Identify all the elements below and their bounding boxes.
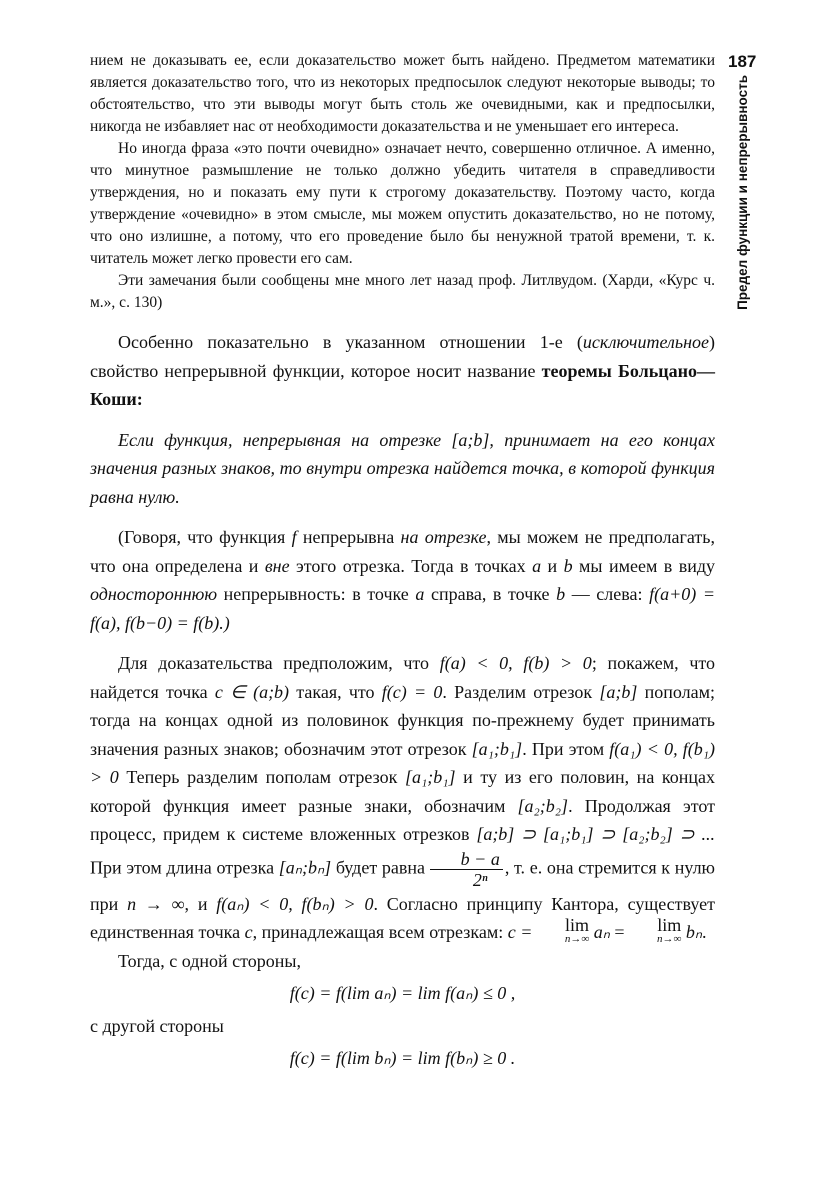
math-c: c — [244, 922, 253, 942]
proof-text: ; покажем, что найдется точка — [90, 653, 715, 702]
limit-an — [537, 915, 590, 946]
math-nested-segments: [a;b] ⊃ [a₁;b₁] ⊃ [a₂;b₂] ⊃ ... — [476, 824, 715, 844]
proof-text: При этом длина отрезка — [90, 857, 279, 878]
page-content — [90, 50, 715, 1077]
theorem-statement: Если функция, непрерывная на отрезке [a;b], принимает на его концах значения разных знаков, то внутри отрезка найдется точка, в которой функция равна нулю. — [90, 429, 715, 507]
lim-subscript: n→∞ — [657, 933, 682, 945]
remark-text: (Говоря, что функция — [118, 527, 292, 547]
equation-1: f(c) = f(lim aₙ) = lim f(aₙ) ≤ 0 , — [289, 983, 516, 1003]
epigraph-quote — [90, 50, 715, 314]
proof-text: . Согласно принципу Кантора, существует единственная точка — [90, 893, 715, 942]
proof-text: такая, что — [289, 681, 382, 702]
remark-text: справа, в точке — [424, 584, 557, 604]
math-f: f — [291, 527, 297, 547]
epigraph-paragraph-1: нием не доказывать ее, если доказательство может быть найдено. Предметом математики является доказательство того, что из некоторых предпосылок следуют некоторые выводы; то обстоятельство, что эти выводы могут быть столь же очевидными, как и предпосылки, никогда не избавляет нас от необходимости доказательства и не уменьшает его интереса. — [90, 52, 715, 135]
proof-text: . — [702, 922, 707, 942]
intro-text-b: ) свойство непрерывной функции, которое носит название — [90, 332, 715, 381]
equation-2: f(c) = f(lim bₙ) = lim f(bₙ) ≥ 0 . — [289, 1048, 516, 1068]
running-head: Предел функции и непрерывность — [735, 75, 750, 310]
remark-emphasis: вне — [264, 555, 290, 576]
proof-text: и ту из его половин, на концах которой функция имеет разные знаки, обозначим — [90, 767, 715, 816]
math-inline: [a;b] — [599, 681, 638, 702]
math-inline: [a₁;b₁] — [405, 767, 456, 787]
math-inline: [a₁;b₁] — [471, 738, 523, 759]
math-inline: f(c) = 0 — [381, 681, 443, 702]
proof-text: , т. е. она стремится к нулю при — [90, 857, 716, 914]
math-a: a — [532, 555, 542, 576]
math-inline: [aₙ;bₙ] — [278, 857, 332, 878]
math-equals: = — [609, 922, 630, 942]
main-text — [90, 328, 715, 1073]
intro-emphasis: исключительное — [582, 332, 709, 352]
proof-text: , принадлежащая всем отрезкам: — [252, 922, 508, 942]
epigraph-paragraph-2: Но иногда фраза «это почти очевидно» означает нечто, совершенно отличное. А именно, что минутное размышление не только должно убедить читателя в справедливости утверждения, но и показать ему пути к строгому доказательству. Поэтому часто, когда утверждение «очевидно» в этом смысле, мы можем опустить доказательство, но не потому, что оно излишне, а потому, что его проведение было бы ненужной тратой времени, т. к. читатель может легко провести его сам. — [90, 140, 715, 267]
remark-text: непрерывность: в точке — [217, 584, 416, 604]
intro-text-a: Особенно показательно в указанном отношении 1-е ( — [118, 332, 583, 352]
proof-text: . При этом — [522, 738, 610, 759]
remark-emphasis: на отрезке — [400, 527, 487, 547]
fraction-length — [430, 849, 503, 890]
proof-text: , и — [184, 893, 217, 914]
proof-text: Теперь разделим пополам отрезок — [118, 767, 405, 787]
math-a: a — [415, 584, 425, 604]
proof-paragraph — [90, 649, 715, 947]
remark-text: — слева: — [565, 584, 650, 604]
math-an: aₙ — [593, 922, 610, 942]
math-inline: f(a₁) < 0, f(b₁) > 0 — [90, 738, 715, 787]
remark-text: мы имеем в виду — [572, 555, 716, 576]
proof-text: будет равна — [331, 857, 425, 878]
remark-text: этого отрезка. Тогда в точках — [289, 555, 533, 576]
lim-operator: lim — [657, 915, 682, 935]
proof-text: . Разделим отрезок — [442, 681, 600, 702]
math-inline: [a₂;b₂] — [517, 795, 569, 816]
lim-subscript: n→∞ — [564, 933, 590, 945]
math-inline: c ∈ (a;b) — [214, 681, 290, 702]
math-inline: c = — [507, 922, 537, 942]
then-line: Тогда, с одной стороны, — [118, 950, 302, 971]
remark-paragraph — [90, 523, 715, 637]
math-inline: f(a) < 0, f(b) > 0 — [439, 653, 592, 673]
proof-text: пополам; тогда на концах одной из половинок функция по-прежнему будет принимать значения разных знаков; обозначим этот отрезок — [90, 681, 716, 759]
math-bn: bₙ — [685, 922, 703, 942]
other-side-line: с другой стороны — [90, 1015, 224, 1036]
fraction-numerator: b − a — [430, 849, 503, 870]
remark-emphasis: одностороннюю — [90, 584, 218, 604]
page-number: 187 — [728, 52, 757, 71]
intro-paragraph — [90, 328, 715, 414]
math-one-sided-limits: f(a+0) = f(a), f(b−0) = f(b).) — [90, 584, 715, 633]
math-b: b — [563, 555, 573, 576]
remark-text: и — [541, 555, 564, 576]
proof-text: Для доказательства предположим, что — [118, 653, 440, 673]
proof-text: . Продолжая этот процесс, придем к системе вложенных отрезков — [90, 795, 715, 844]
fraction-denominator: 2ⁿ — [472, 869, 488, 890]
remark-text: , мы можем не предполагать, что она определена и — [90, 527, 715, 576]
theorem-name: теоремы Больцано—Коши: — [90, 360, 716, 409]
math-b: b — [556, 584, 566, 604]
epigraph-paragraph-3: Эти замечания были сообщены мне много лет назад проф. Литлвудом. (Харди, «Курс ч. м.», с. 130) — [90, 272, 715, 311]
math-inline: n → ∞ — [127, 893, 185, 914]
math-inline: f(aₙ) < 0, f(bₙ) > 0 — [216, 893, 374, 914]
lim-operator: lim — [565, 915, 590, 935]
remark-text: непрерывна — [296, 527, 401, 547]
limit-bn — [629, 915, 682, 946]
